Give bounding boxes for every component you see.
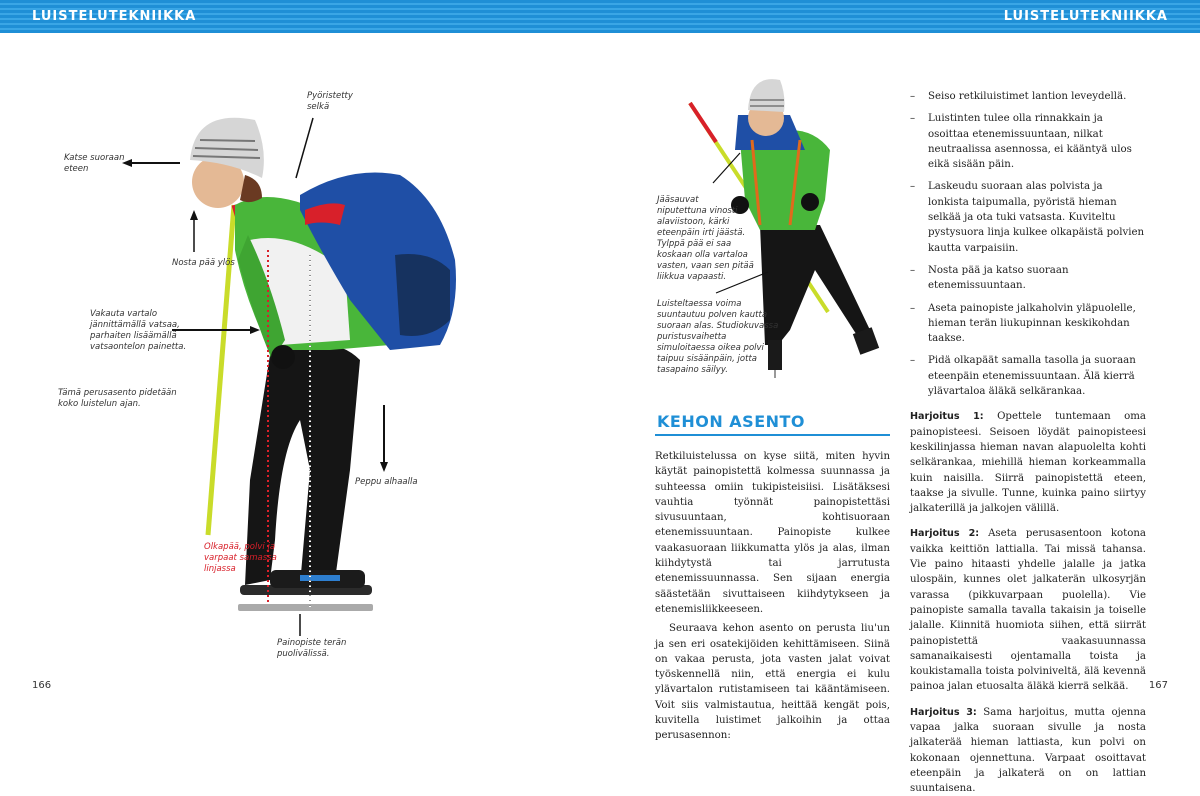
dash-marker: –: [910, 91, 916, 102]
annotation-painopiste: Painopiste terän puolivälissä.: [277, 638, 347, 659]
dash-marker: –: [910, 302, 916, 314]
instructions-column: [910, 89, 1146, 796]
dash-marker: –: [910, 264, 916, 276]
body-paragraph: Retkiluistelussa on kyse siitä, miten hyvin käytät painopistettä kolmessa suunnassa ja suhteessa omiin tukipisteisiisi. Lisätäksesi vauhtia työnnät painopistettäsi sivusuuntaan, kohtisuoraan etenemissuuntaan. Painopiste kulkee vaakasuoraan liikkumatta ylös ja alas, ilman kiihdytystä tai jarrutusta etenemissuunnassa. Sen sijaan energia säästetään sivuttaiseen kiihdytykseen ja etenemisliikkeeseen.: [655, 451, 890, 615]
page-number-left: 166: [32, 680, 52, 691]
heading-rule: [655, 434, 890, 436]
right-running-title: LUISTELUTEKNIIKKA: [1003, 9, 1168, 24]
section-heading: KEHON ASENTO: [657, 412, 806, 431]
annotation-nosta: Nosta pää ylös: [172, 258, 235, 268]
exercise-1: Harjoitus 1: Opettele tuntemaan oma painopisteesi. Seisoen löydät painopisteesi keskilinjassa hieman navan alapuolelta kohti selkärankaa, miehillä hieman korkeammalla kuin naisilla. Siirrä painopistettä eteen, taakse ja sivulle. Tunne, kuinka paino siirtyy jalkaterillä ja jalkojen välillä.: [910, 411, 1146, 515]
exercise-2: Harjoitus 2: Aseta perusasentoon kotona vaikka keittiön lattialla. Tai missä tahansa. Vie paino hitaasti yhdelle jalalle ja jatka ulospäin, kunnes olet jalkaterän ulkosyrjän varassa (pikkuvarpaan puolella). Vie painopiste samalla tavalla takaisin ja toiselle jalalle. Kiinnitä huomiota siihen, että siirrät painopistettä vaakasuunnassa samanaikaisesti ojentamalla toista ja koukistamalla toista polviniveltä, älä kevennä painoa jalan etuosalta äläkä kierrä selkää.: [910, 528, 1146, 693]
list-item: – Luistinten tulee olla rinnakkain ja osoittaa etenemissuuntaan, nilkat neutraalissa asennossa, ei kääntyä ulos eikä sisään päin.: [910, 113, 1132, 171]
list-item: – Pidä olkapäät samalla tasolla ja suoraan eteenpäin etenemissuuntaan. Älä kierrä ylävartaloa äläkä selkärankaa.: [910, 355, 1136, 398]
annotation-perusasento: Tämä perusasento pidetään koko luistelun ajan.: [58, 388, 177, 409]
list-item: – Aseta painopiste jalkaholvin yläpuolelle, hieman terän liukupinnan keskikohdan taakse.: [910, 302, 1136, 345]
annotation-peppu: Peppu alhaalla: [355, 477, 418, 487]
list-item: – Laskeudu suoraan alas polvista ja lonkista taipumalla, pyöristä hieman selkää ja ota tuki vatsasta. Kuviteltu pystysuora linja kulkee olkapäistä polvien kautta varpaisiin.: [910, 181, 1145, 254]
list-item: – Seiso retkiluistimet lantion leveydellä.: [910, 89, 1146, 104]
annotation-luisteltaessa: Luisteltaessa voima suuntautuu polven kautta suoraan alas. Studiokuvassa puristusvaihetta simuloitaessa oikea polvi taipuu sisäänpäin, jotta tasapaino säilyy.: [657, 299, 779, 375]
posture-list: [910, 89, 1146, 399]
dash-marker: –: [910, 113, 916, 125]
dash-marker: –: [910, 181, 916, 193]
annotation-pyoristetty: Pyöristetty selkä: [307, 91, 353, 112]
left-skater-figure: [190, 118, 456, 611]
annotation-jaasauvat: Jääsauvat niputettuna vinosti alaviistoon, kärki eteenpäin irti jäästä. Tylppä pää ei saa koskaan olla vartaloa vasten, vaan sen pitää liikkua vapaasti.: [657, 195, 754, 282]
body-paragraph: Seuraava kehon asento on perusta liu'un ja sen eri osatekijöiden kehittämiseen. Siinä on vakaa perusta, jota vasten jalat voivat työskennellä niin, että energia ei kulu ylävartalon rutistamiseen tai kääntämiseen. Voit siis valmistautua, heittää kengät pois, kuvitella luistimet jalkoihin ja ottaa perusasennon:: [655, 623, 890, 742]
body-text-column: [655, 449, 890, 744]
list-item: – Nosta pää ja katso suoraan etenemissuuntaan.: [910, 264, 1069, 292]
exercise-3: Harjoitus 3: Sama harjoitus, mutta ojenna vapaa jalka suoraan sivulle ja nosta jalkaterää hieman lattiasta, kun polvi on kokonaan ojennettuna. Varpaat osoittavat eteenpäin ja jalkaterä on on lattian suuntaisena.: [910, 706, 1146, 795]
annotation-vakauta: Vakauta vartalo jännittämällä vatsaa, parhaiten lisäämällä vatsaontelon painetta.: [90, 309, 187, 352]
annotation-katse: Katse suoraan eteen: [64, 153, 125, 174]
dash-marker: –: [910, 355, 916, 367]
annotation-olkapaa: Olkapää, polvi ja varpaat samassa linjassa: [204, 542, 277, 574]
left-running-title: LUISTELUTEKNIIKKA: [32, 9, 197, 24]
page-number-right: 167: [1148, 680, 1168, 691]
